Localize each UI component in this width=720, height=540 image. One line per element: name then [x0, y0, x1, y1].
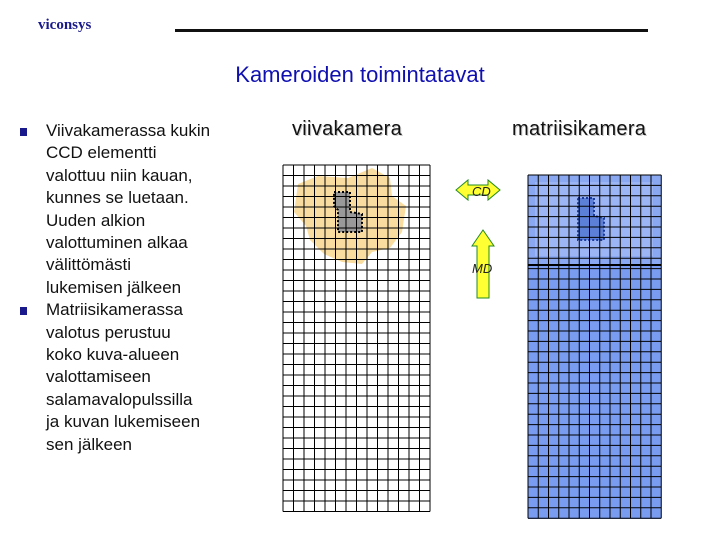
line-camera-label: viivakamera: [292, 118, 402, 140]
md-arrow-label: MD: [472, 261, 493, 276]
bullet-text-line: Uuden alkion: [46, 210, 146, 230]
cd-arrow-label: CD: [472, 184, 491, 199]
bullet-text-line: CCD elementti: [46, 143, 157, 163]
bullet-text-line: valottamiseen: [46, 367, 151, 387]
brand-logo-text: viconsys: [38, 17, 92, 33]
bullet-text-line: sen jälkeen: [46, 434, 133, 454]
bullet-text-line: salamavalopulssilla: [46, 389, 193, 409]
bullet-text-line: valotus perustuu: [46, 322, 171, 342]
bullet-text-line: kunnes se luetaan.: [46, 188, 189, 208]
bullet-text-line: valottuminen alkaa: [46, 233, 188, 253]
matrix-camera-label: matriisikamera: [512, 118, 647, 140]
bullet-text-line: koko kuva-alueen: [46, 345, 180, 365]
bullet-text-line: välittömästi: [46, 255, 132, 275]
slide-title: Kameroiden toimintatavat: [235, 62, 485, 87]
bullet-text-line: valottuu niin kauan,: [46, 165, 193, 185]
bullet-text-line: ja kuvan lukemiseen: [46, 412, 201, 432]
bullet-text-line: Matriisikamerassa: [46, 300, 183, 320]
bullet-text-line: lukemisen jälkeen: [46, 277, 182, 297]
bullet-text-line: Viivakamerassa kukin: [46, 121, 211, 140]
